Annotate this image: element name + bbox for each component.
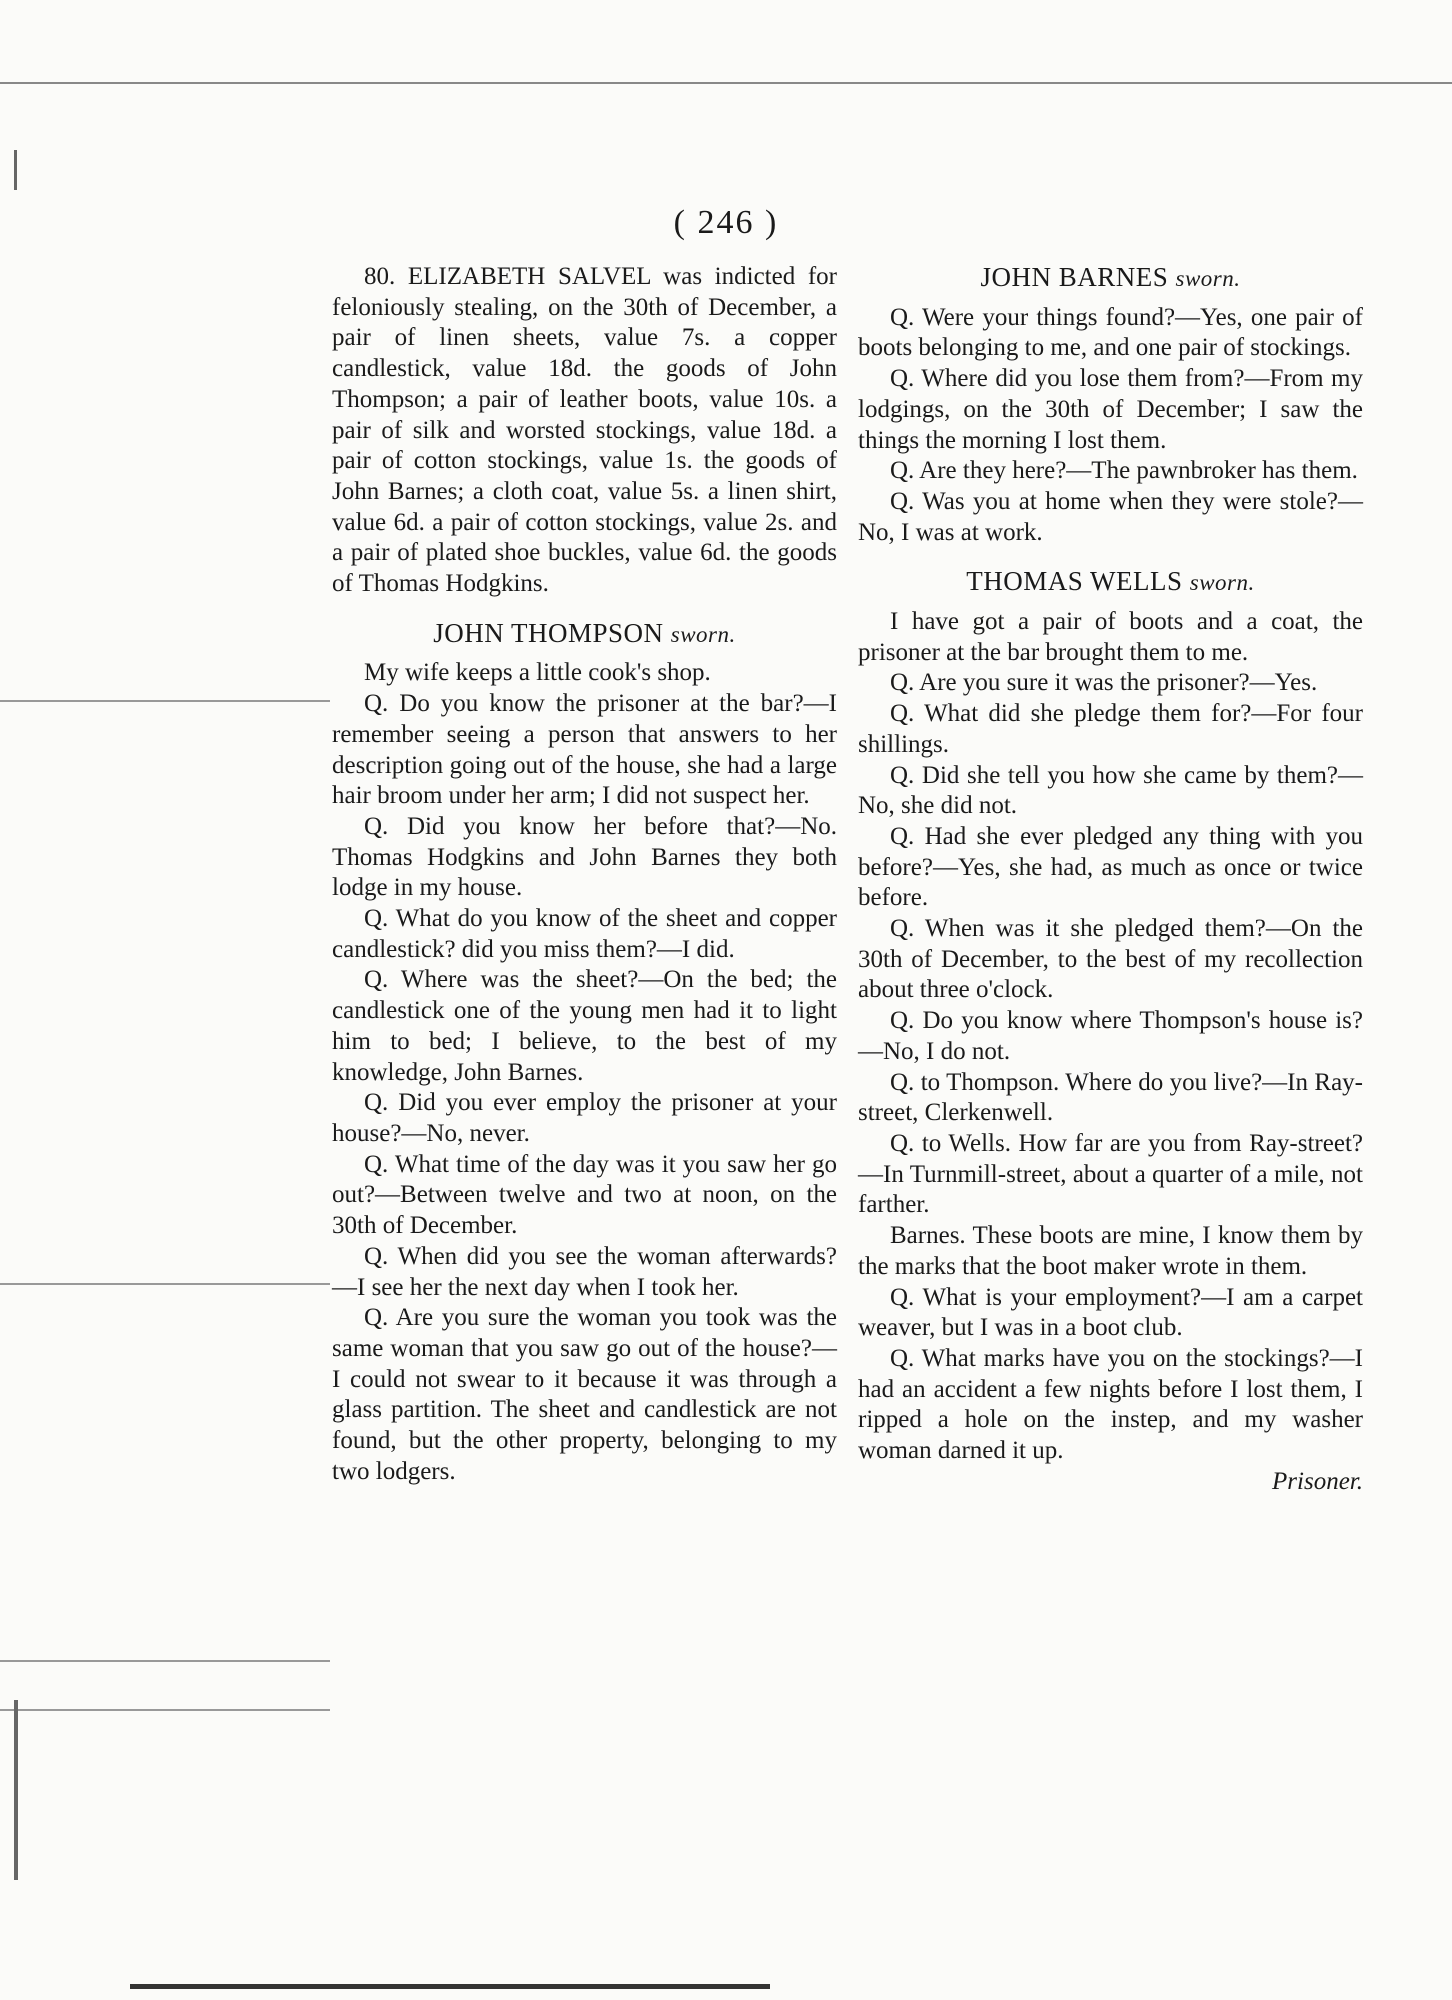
right-column xyxy=(858,262,1363,1497)
testimony-paragraph: Q. Did you know her before that?—No. Thomas Hodgkins and John Barnes they both lodge in my house. xyxy=(332,812,837,902)
signature-line: Prisoner. xyxy=(1272,1467,1363,1495)
testimony-paragraph: Q. to Thompson. Where do you live?—In Ray-street, Clerkenwell. xyxy=(858,1068,1363,1127)
sworn-label: sworn. xyxy=(1175,266,1241,291)
testimony-paragraph: My wife keeps a little cook's shop. xyxy=(364,659,711,687)
indictment-paragraph: 80. ELIZABETH SALVEL was indicted for feloniously stealing, on the 30th of December, a pair of linen sheets, value 7s. a copper candlestick, value 18d. the goods of John Thompson; a pair of leather boots, value 10s. a pair of silk and worsted stockings, value 18d. a pair of cotton stockings, value 1s. the goods of John Barnes; a cloth coat, value 5s. a linen shirt, value 6d. a pair of cotton stockings, value 2s. and a pair of plated shoe buckles, value 6d. the goods of Thomas Hodgkins. xyxy=(332,263,837,598)
witness-heading xyxy=(332,618,837,651)
witness-heading xyxy=(858,566,1363,599)
left-edge-mark-2 xyxy=(14,1700,18,1880)
left-margin-line-2 xyxy=(0,1283,330,1285)
testimony-paragraph: Q. Did you ever employ the prisoner at your house?—No, never. xyxy=(332,1089,837,1147)
left-edge-mark xyxy=(14,150,17,190)
witness-name: JOHN THOMPSON xyxy=(433,617,664,648)
testimony-paragraph: Q. Did she tell you how she came by them?—No, she did not. xyxy=(858,761,1363,820)
testimony-paragraph: Q. What time of the day was it you saw her go out?—Between twelve and two at noon, on the 30th of December. xyxy=(332,1150,837,1240)
testimony-paragraph: Q. Do you know the prisoner at the bar?—I remember seeing a person that answers to her description going out of the house, she had a large hair broom under her arm; I did not suspect her. xyxy=(332,690,837,810)
testimony-paragraph: Q. Are you sure the woman you took was the same woman that you saw go out of the house?—I could not swear to it because it was through a glass partition. The sheet and candlestick are not found, but the other property, belonging to my two lodgers. xyxy=(332,1304,837,1485)
testimony-paragraph: Q. When was it she pledged them?—On the 30th of December, to the best of my recollection about three o'clock. xyxy=(858,915,1363,1004)
left-margin-line-1 xyxy=(0,700,330,702)
testimony-paragraph: Barnes. These boots are mine, I know them by the marks that the boot maker wrote in them. xyxy=(858,1222,1363,1280)
testimony-paragraph: Q. What do you know of the sheet and copper candlestick? did you miss them?—I did. xyxy=(332,905,837,963)
testimony-paragraph: Q. Do you know where Thompson's house is?—No, I do not. xyxy=(858,1007,1363,1065)
testimony-paragraph: I have got a pair of boots and a coat, the prisoner at the bar brought them to me. xyxy=(858,608,1363,666)
testimony-paragraph: Q. Was you at home when they were stole?—No, I was at work. xyxy=(858,487,1363,546)
bottom-rule xyxy=(130,1984,770,1989)
testimony-paragraph: Q. Are you sure it was the prisoner?—Yes. xyxy=(890,669,1318,697)
testimony-paragraph: Q. Where did you lose them from?—From my lodgings, on the 30th of December; I saw the things the morning I lost them. xyxy=(858,365,1363,454)
left-margin-line-3 xyxy=(0,1660,330,1662)
testimony-paragraph: Q. to Wells. How far are you from Ray-street?—In Turnmill-street, about a quarter of a mile, not farther. xyxy=(858,1129,1363,1219)
testimony-paragraph: Q. Where was the sheet?—On the bed; the candlestick one of the young men had it to light him to bed; I believe, to the best of my knowledge, John Barnes. xyxy=(332,966,837,1086)
testimony-paragraph: Q. Are they here?—The pawnbroker has them. xyxy=(890,457,1358,485)
testimony-paragraph: Q. What marks have you on the stockings?—I had an accident a few nights before I lost them, I ripped a hole on the instep, and my washer woman darned it up. xyxy=(858,1344,1363,1465)
sworn-label: sworn. xyxy=(670,621,736,647)
left-margin-line-4 xyxy=(0,1709,330,1711)
page-number: ( 246 ) xyxy=(673,204,779,241)
witness-name: THOMAS WELLS xyxy=(966,566,1183,597)
left-column xyxy=(332,262,837,1487)
testimony-paragraph: Q. What did she pledge them for?—For four shillings. xyxy=(858,700,1363,758)
testimony-paragraph: Q. When did you see the woman afterwards?—I see her the next day when I took her. xyxy=(332,1242,837,1301)
testimony-paragraph: Q. Were your things found?—Yes, one pair of boots belonging to me, and one pair of stockings. xyxy=(858,303,1363,362)
witness-heading xyxy=(858,262,1363,295)
testimony-paragraph: Q. What is your employment?—I am a carpet weaver, but I was in a boot club. xyxy=(858,1283,1363,1342)
testimony-paragraph: Q. Had she ever pledged any thing with you before?—Yes, she had, as much as once or twice before. xyxy=(858,822,1363,912)
top-rule xyxy=(0,82,1452,84)
sworn-label: sworn. xyxy=(1189,570,1255,596)
witness-name: JOHN BARNES xyxy=(980,262,1169,292)
